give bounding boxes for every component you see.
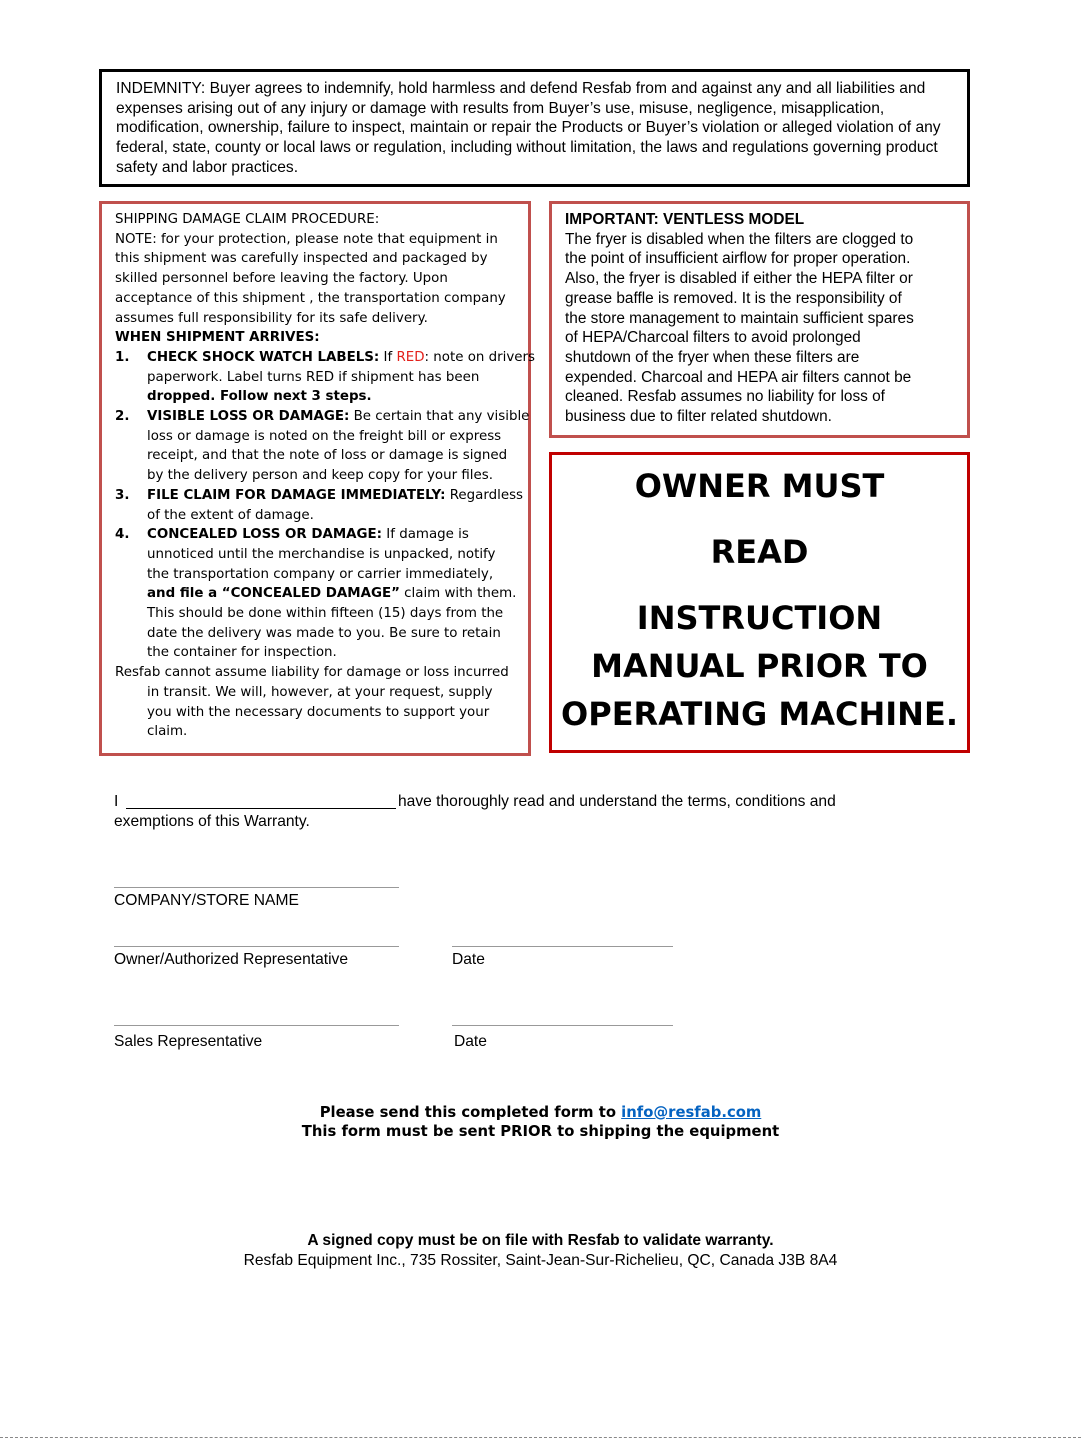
ventless-line: Also, the fryer is disabled if either the HEPA filter or [565,270,913,288]
closing-line: Resfab cannot assume liability for damage or loss incurred [115,665,509,681]
closing-line: claim. [147,724,188,740]
owner-date-label: Date [452,951,485,968]
shipping-note-line: this shipment was carefully inspected and packaged by [115,251,488,267]
ventless-line: cleaned. Resfab assumes no liability for loss of [565,388,885,406]
red-label-text: RED [396,349,425,365]
email-link[interactable]: info@resfab.com [621,1104,762,1121]
ventless-line: the store management to maintain sufficient spares [565,309,914,327]
ventless-line: of HEPA/Charcoal filters to avoid prolonged [565,329,861,347]
owner-signature-label: Owner/Authorized Representative [114,951,349,968]
owner-notice-line: OWNER MUST [634,467,885,505]
step-text: unnoticed until the merchandise is unpacked, notify [147,546,496,562]
owner-notice-box [549,452,970,753]
ventless-line: grease baffle is removed. It is the responsibility of [565,289,902,307]
closing-line: you with the necessary documents to support your [147,704,490,720]
ventless-line: expended. Charcoal and HEPA air filters cannot be [565,368,912,386]
step-title: CONCEALED LOSS OR DAMAGE: [147,527,383,543]
shipping-claim-box [99,201,536,756]
step-text: the transportation company or carrier immediately, [147,566,494,582]
step-number: 1. [115,349,130,365]
company-name-label: COMPANY/STORE NAME [114,892,299,909]
step-text: Regardless [445,487,524,503]
sales-date-label: Date [454,1033,487,1050]
step-text: by the delivery person and keep copy for your files. [147,468,493,484]
owner-notice-line: OPERATING MACHINE. [561,695,958,733]
step-number: 4. [115,527,130,543]
step-text: loss or damage is noted on the freight bill or express [147,428,502,444]
step-text: paperwork. Label turns RED if shipment has been [147,369,480,385]
step-text: Be certain that any visible [349,409,530,425]
step-text: the container for inspection. [147,645,337,661]
owner-notice-line: READ [710,533,809,571]
ventless-line: the point of insufficient airflow for proper operation. [565,250,911,268]
step-3 [115,486,524,525]
owner-signature-line[interactable] [114,946,399,947]
step-title: VISIBLE LOSS OR DAMAGE: [147,409,350,425]
step-title: FILE CLAIM FOR DAMAGE IMMEDIATELY: [147,487,446,503]
acknowledgement-text: have thoroughly read and understand the terms, conditions and [398,793,836,810]
indemnity-text: INDEMNITY: Buyer agrees to indemnify, hold harmless and defend Resfab from and against any and all liabilities and expenses arising out of any injury or damage with results from Buyer’s use, misuse, negligence, misapplication, modification, ownership, failure to inspect, maintain or repair the Products or Buyer’s violation or alleged violation of any federal, state, county or local laws or regulation, including without limitation, the laws and regulations governing product safety and labor practices. [116,80,941,176]
sales-signature-label: Sales Representative [114,1033,263,1050]
step-2 [115,407,530,486]
ventless-line: The fryer is disabled when the filters are clogged to [565,230,914,248]
owner-date-line[interactable] [452,946,673,947]
sales-date-line[interactable] [452,1025,673,1026]
footer-validation-text: A signed copy must be on file with Resfab to validate warranty. [307,1232,774,1249]
step-text: If [383,349,393,365]
closing-line: in transit. We will, however, at your request, supply [147,684,493,700]
sales-signature-line[interactable] [114,1025,399,1026]
shipping-note-line: skilled personnel before leaving the factory. Upon [115,271,448,287]
owner-notice-line: INSTRUCTION [636,599,883,637]
send-instruction-text: Please send this completed form to [319,1104,622,1121]
owner-notice-line: MANUAL PRIOR TO [591,647,928,685]
send-deadline-text: This form must be sent PRIOR to shipping the equipment [301,1123,780,1140]
step-text: of the extent of damage. [147,507,314,523]
step-text: This should be done within fifteen (15) days from the [147,606,504,622]
ventless-box [549,201,970,438]
ventless-line: shutdown of the fryer when these filters are [565,348,860,366]
acknowledgement-text: exemptions of this Warranty. [114,813,310,830]
step-number: 3. [115,487,130,503]
step-4 [115,525,518,663]
company-name-line[interactable] [114,887,399,888]
name-signature-line[interactable] [126,808,396,809]
shipping-note-line: assumes full responsibility for its safe delivery. [115,310,428,326]
ventless-line: business due to filter related shutdown. [565,408,832,426]
shipping-note-line: NOTE: for your protection, please note that equipment in [115,231,498,247]
page-bottom-rule [0,1437,1081,1438]
shipping-note-line: acceptance of this shipment , the transportation company [115,290,506,306]
arrives-heading: WHEN SHIPMENT ARRIVES: [115,330,320,346]
send-instruction [0,1104,1081,1121]
step-text: and file a “CONCEALED DAMAGE” [147,586,400,602]
step-title: CHECK SHOCK WATCH LABELS: [147,349,380,365]
shipping-heading: SHIPPING DAMAGE CLAIM PROCEDURE: [115,212,380,227]
acknowledgement-prefix: I [114,793,119,810]
step-text: If damage is [382,527,469,543]
step-text: receipt, and that the note of loss or damage is signed [147,448,508,464]
indemnity-box [99,69,970,187]
step-text: date the delivery was made to you. Be sure to retain [147,625,501,641]
footer-address: Resfab Equipment Inc., 735 Rossiter, Saint-Jean-Sur-Richelieu, QC, Canada J3B 8A4 [243,1252,838,1269]
step-text: dropped. Follow next 3 steps. [147,389,372,405]
step-1 [115,348,536,407]
step-text: : note on drivers [424,349,536,365]
step-text: claim with them. [399,586,517,602]
step-number: 2. [115,409,130,425]
ventless-title: IMPORTANT: VENTLESS MODEL [565,211,805,228]
